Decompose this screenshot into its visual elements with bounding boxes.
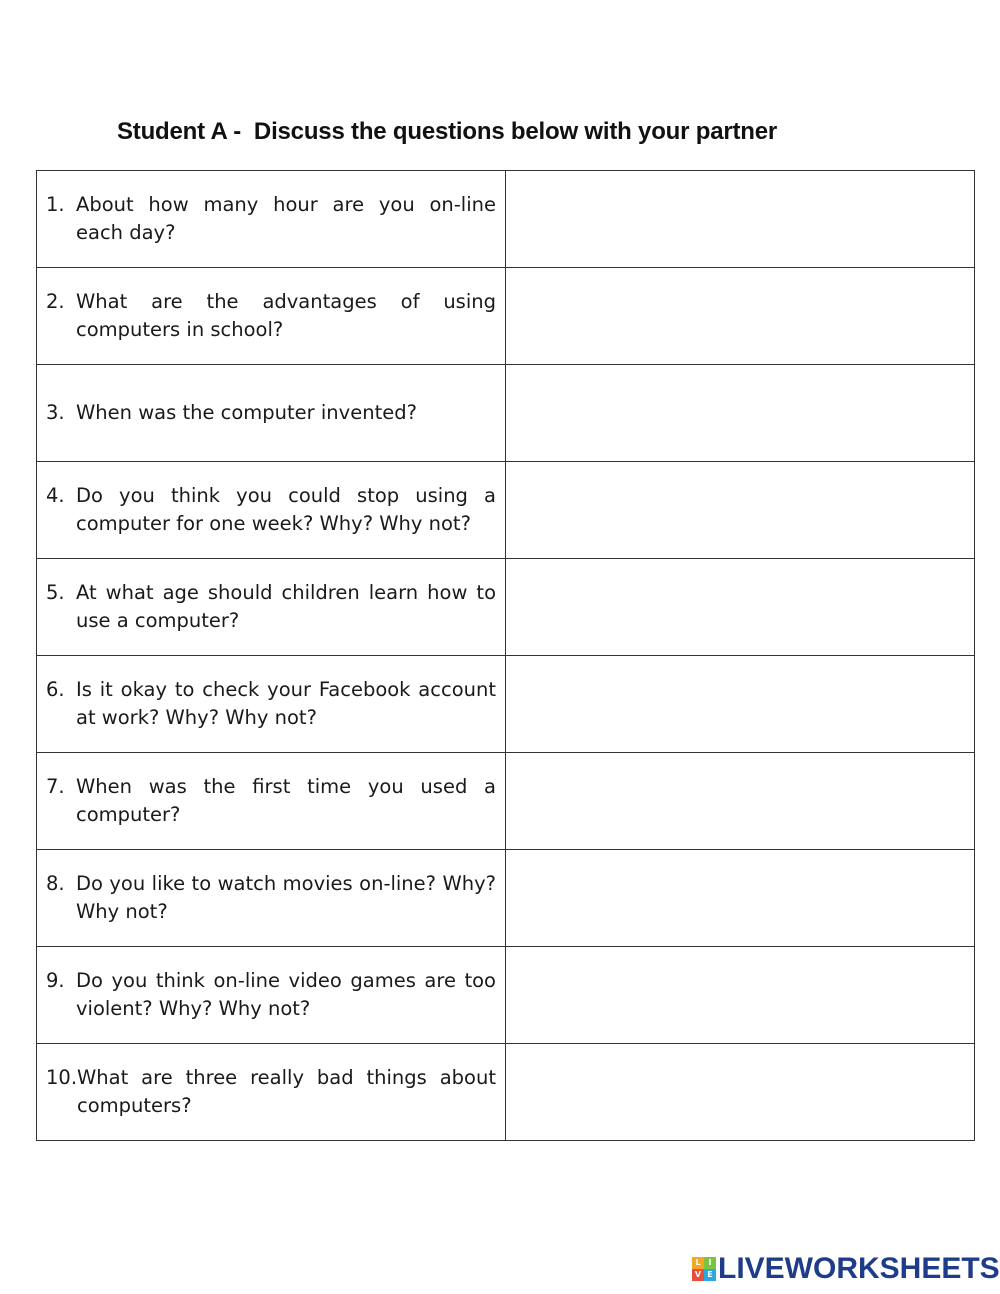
answer-cell[interactable] — [506, 559, 975, 656]
logo-mark-tile: E — [704, 1269, 716, 1281]
question-text: Do you think you could stop using a computer for one week? Why? Why not? — [76, 484, 496, 535]
question-text: What are three really bad things about computers? — [77, 1066, 496, 1117]
answer-cell[interactable] — [506, 753, 975, 850]
question-number: 9. — [46, 969, 65, 992]
question-text: Do you think on-line video games are too violent? Why? Why not? — [76, 969, 496, 1020]
table-row — [37, 656, 975, 753]
question-number: 1. — [46, 193, 65, 216]
table-row — [37, 268, 975, 365]
logo-mark-tile: L — [692, 1257, 704, 1269]
question-number: 8. — [46, 872, 65, 895]
liveworksheets-logo-icon — [692, 1257, 716, 1281]
table-row — [37, 753, 975, 850]
answer-cell[interactable] — [506, 268, 975, 365]
question-cell — [37, 947, 506, 1044]
table-row — [37, 559, 975, 656]
question-cell — [37, 850, 506, 947]
question-cell — [37, 171, 506, 268]
answer-cell[interactable] — [506, 656, 975, 753]
question-cell — [37, 753, 506, 850]
table-row — [37, 462, 975, 559]
question-text: When was the computer invented? — [76, 401, 417, 424]
table-row — [37, 365, 975, 462]
table-row — [37, 171, 975, 268]
question-cell — [37, 462, 506, 559]
question-text: When was the first time you used a computer? — [76, 775, 496, 826]
question-number: 5. — [46, 581, 65, 604]
answer-cell[interactable] — [506, 850, 975, 947]
question-number: 7. — [46, 775, 65, 798]
answer-cell[interactable] — [506, 1044, 975, 1141]
answer-cell[interactable] — [506, 365, 975, 462]
question-text: About how many hour are you on-line each day? — [76, 193, 496, 244]
logo-mark-tile: V — [692, 1269, 704, 1281]
table-row — [37, 947, 975, 1044]
liveworksheets-logo[interactable] — [692, 1254, 1000, 1284]
question-number: 2. — [46, 290, 65, 313]
question-cell — [37, 268, 506, 365]
logo-text: LIVEWORKSHEETS — [718, 1252, 1000, 1285]
logo-mark-tile: I — [704, 1257, 716, 1269]
answer-cell[interactable] — [506, 947, 975, 1044]
question-text: Do you like to watch movies on-line? Why? Why not? — [76, 872, 496, 923]
answer-cell[interactable] — [506, 171, 975, 268]
table-row — [37, 850, 975, 947]
answer-cell[interactable] — [506, 462, 975, 559]
question-cell — [37, 365, 506, 462]
question-cell — [37, 559, 506, 656]
question-number: 4. — [46, 484, 65, 507]
table-row — [37, 1044, 975, 1141]
worksheet-title: Student A - Discuss the questions below with your partner — [117, 118, 778, 145]
question-text: Is it okay to check your Facebook account at work? Why? Why not? — [76, 678, 496, 729]
questions-table — [36, 170, 975, 1141]
question-cell — [37, 1044, 506, 1141]
question-number: 6. — [46, 678, 65, 701]
question-number: 10. — [46, 1066, 78, 1089]
question-text: What are the advantages of using computers in school? — [76, 290, 496, 341]
question-number: 3. — [46, 401, 65, 424]
question-text: At what age should children learn how to use a computer? — [76, 581, 496, 632]
question-cell — [37, 656, 506, 753]
